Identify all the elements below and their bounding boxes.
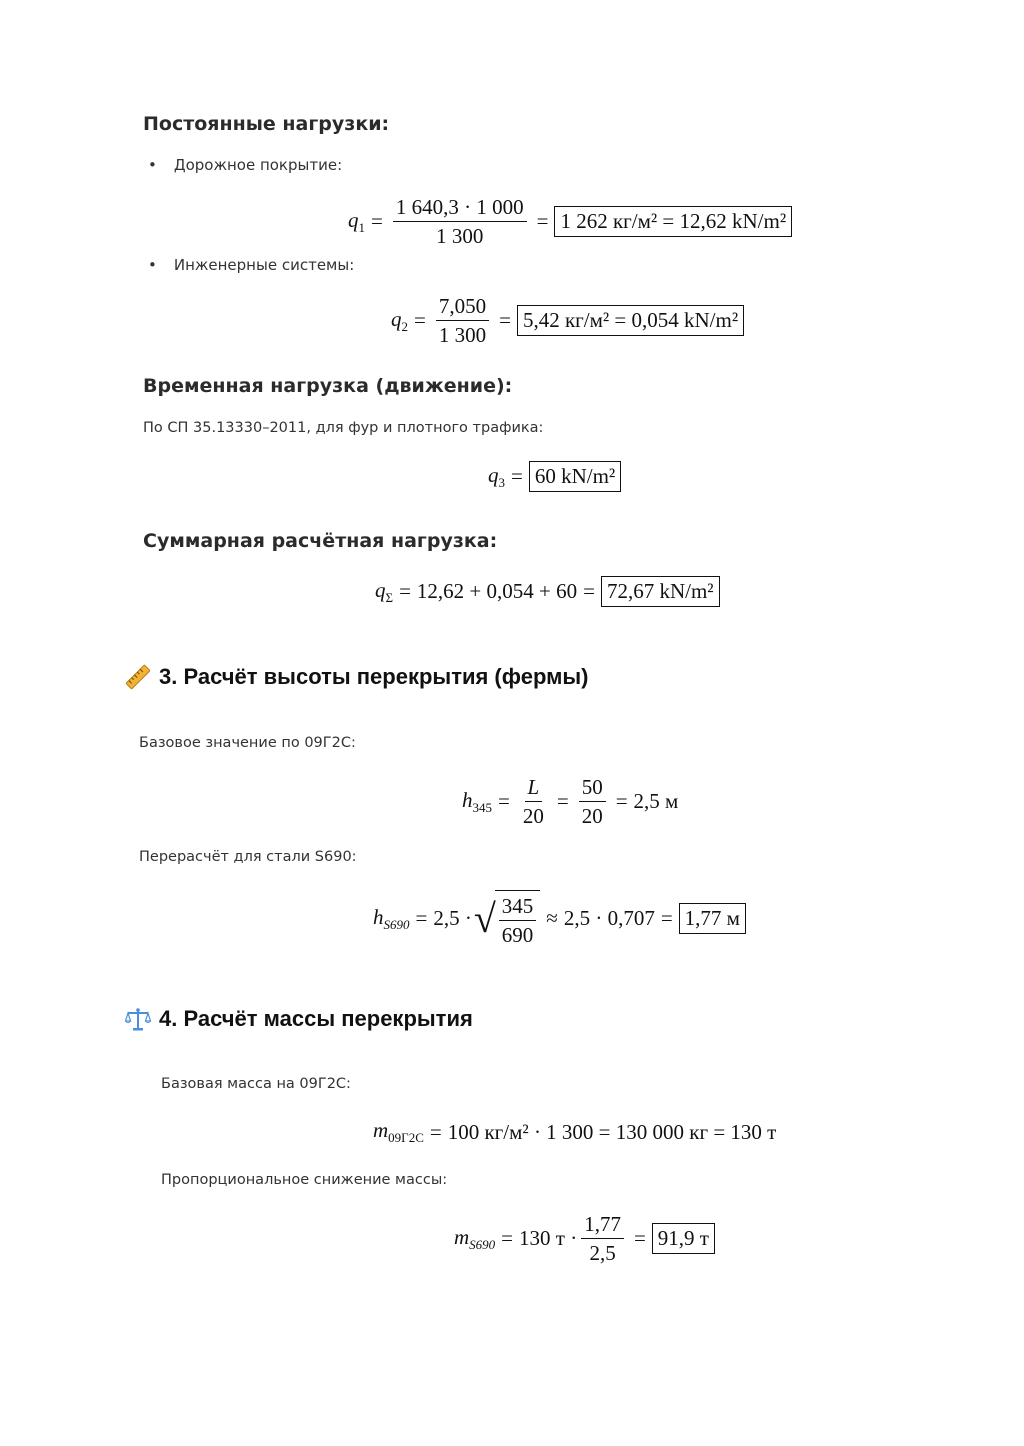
radicand: [495, 890, 541, 947]
fraction-denominator: 1 300: [438, 323, 487, 348]
formula-q2: [391, 294, 744, 347]
formula-lhs: $q_2$: [391, 306, 408, 334]
bullet-label: Дорожное покрытие:: [173, 156, 343, 174]
fraction-denominator: 1 300: [436, 224, 484, 249]
formula-m09: [373, 1118, 776, 1146]
fraction-numerator: 1,77: [581, 1212, 624, 1239]
bullet-dot: •: [148, 256, 157, 274]
mass-expression: 100 кг/м² · 1 300 = 130 000 кг = 130 т: [447, 1119, 777, 1144]
fraction-denominator: 20: [522, 804, 544, 829]
equals-sign: =: [633, 1226, 646, 1251]
formula-q1: [348, 195, 792, 248]
formula-lhs: $h_{345}$: [462, 787, 492, 815]
equals-sign: =: [415, 906, 428, 931]
equals-sign: =: [498, 789, 510, 814]
temporary-load-heading: Временная нагрузка (движение):: [143, 375, 513, 397]
fraction-denominator: 690: [501, 923, 534, 948]
square-root: [474, 890, 540, 947]
fraction-denominator: 20: [581, 804, 603, 829]
bullet-item-road-surface: [148, 156, 342, 174]
balance-scale-icon: [125, 1006, 151, 1032]
equals-sign: =: [399, 579, 411, 604]
formula-q3: [488, 461, 621, 492]
sum-expression: 12,62 + 0,054 + 60: [416, 579, 578, 604]
fraction-numerator: L: [525, 775, 543, 802]
fraction: [436, 294, 489, 347]
formula-mS690: [454, 1212, 715, 1265]
section-3-title: 3. Расчёт высоты перекрытия (фермы): [159, 664, 589, 689]
boxed-result: 60 kN/m²: [529, 461, 621, 492]
equals-sign: =: [536, 209, 549, 234]
total-load-heading: Суммарная расчётная нагрузка:: [143, 530, 498, 552]
formula-h345: [462, 775, 678, 828]
boxed-result: 1 262 кг/м² = 12,62 kN/m²: [554, 206, 792, 237]
equals-sign: =: [429, 1119, 442, 1144]
bullet-label: Инженерные системы:: [173, 256, 355, 274]
equals-sign: =: [583, 579, 595, 604]
fraction: [393, 195, 527, 248]
temporary-load-text: По СП 35.13330–2011, для фур и плотного трафика:: [143, 420, 544, 436]
fraction-denominator: 2,5: [589, 1241, 616, 1266]
ruler-icon: [125, 664, 151, 690]
equals-sign: =: [499, 308, 511, 333]
formula-lhs: $m_{S690}$: [454, 1224, 496, 1252]
equals-sign: =: [414, 308, 426, 333]
formula-lhs: $q_3$: [488, 462, 505, 490]
equals-sign: =: [501, 1226, 514, 1251]
equals-sign: =: [660, 906, 673, 931]
boxed-result: 1,77 м: [679, 903, 746, 934]
base-value-text: Базовое значение по 09Г2С:: [139, 735, 356, 751]
boxed-result: 5,42 кг/м² = 0,054 kN/m²: [517, 305, 744, 336]
fraction-numerator: 345: [499, 894, 537, 921]
fraction-numerator: 1 640,3 · 1 000: [393, 195, 527, 222]
section-3-heading: [125, 664, 589, 690]
section-4-heading: [125, 1006, 473, 1032]
section-4-title: 4. Расчёт массы перекрытия: [159, 1006, 473, 1031]
boxed-result: 91,9 т: [652, 1223, 715, 1254]
fraction-numerator: 7,050: [436, 294, 489, 321]
formula-lhs: $q_\Sigma$: [375, 577, 394, 605]
fraction: [581, 1212, 624, 1265]
formula-lhs: $q_1$: [348, 207, 365, 235]
equals-sign: =: [615, 789, 628, 814]
bullet-dot: •: [148, 156, 157, 174]
coefficient: 130 т ·: [519, 1226, 578, 1251]
recalc-text: Перерасчёт для стали S690:: [139, 849, 357, 865]
fraction: [520, 775, 547, 828]
formula-hS690: [373, 890, 746, 947]
approx-sign: ≈: [546, 906, 558, 931]
approx-expression: 2,5 · 0,707: [563, 906, 655, 931]
formula-qsum: [375, 576, 720, 607]
formula-lhs: $h_{S690}$: [373, 904, 410, 932]
result-value: 2,5 м: [633, 789, 679, 814]
fraction: [499, 894, 537, 947]
coefficient: 2,5 ·: [433, 906, 472, 931]
base-mass-text: Базовая масса на 09Г2С:: [161, 1076, 351, 1092]
equals-sign: =: [556, 789, 569, 814]
formula-lhs: $m_{09Г2С}$: [373, 1118, 424, 1145]
permanent-loads-heading: Постоянные нагрузки:: [143, 113, 390, 135]
radical-sign: √: [473, 895, 496, 941]
equals-sign: =: [511, 464, 523, 489]
fraction-numerator: 50: [579, 775, 606, 802]
equals-sign: =: [371, 209, 383, 234]
proportional-text: Пропорциональное снижение массы:: [161, 1172, 448, 1188]
boxed-result: 72,67 kN/m²: [601, 576, 720, 607]
fraction: [579, 775, 606, 828]
bullet-item-engineering-systems: [148, 256, 354, 274]
